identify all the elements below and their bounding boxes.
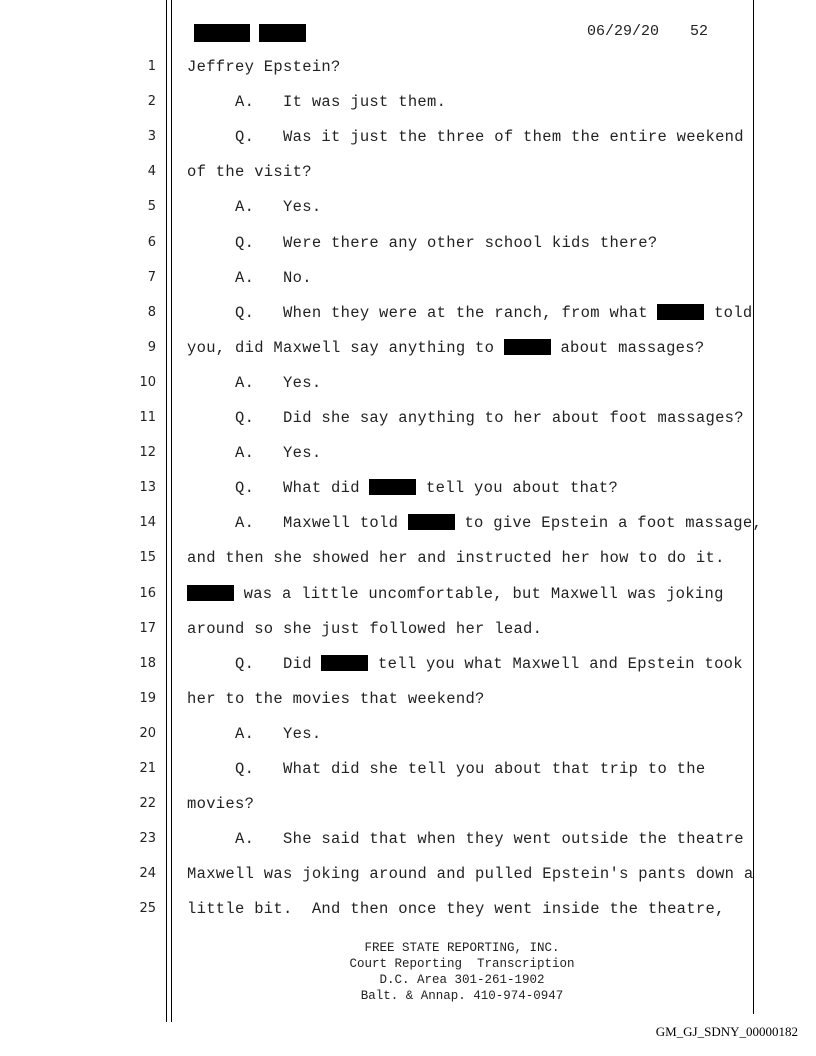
line-number: 11 <box>139 410 156 425</box>
transcript-line <box>187 620 542 638</box>
line-number: 4 <box>147 164 156 180</box>
line-number: 6 <box>147 234 156 250</box>
footer-services: Court Reporting Transcription <box>349 957 575 971</box>
transcript-line <box>187 795 254 813</box>
line-text: A. Yes. <box>187 373 322 392</box>
transcript-line <box>187 198 321 216</box>
line-text: to give Epstein a foot massage, <box>454 514 763 533</box>
line-text: Q. Did <box>187 654 322 673</box>
transcript-line <box>187 830 744 848</box>
transcript-line <box>187 304 753 322</box>
line-text: Maxwell was joking around and pulled Epstein's pants down a <box>187 865 754 884</box>
line-text: Q. What did <box>187 479 370 498</box>
line-number: 5 <box>147 199 156 215</box>
right-margin-rule <box>753 0 754 1014</box>
left-margin-rule-inner <box>171 0 172 1022</box>
line-text: tell you about that? <box>416 479 619 498</box>
line-text: you, did Maxwell say anything to <box>187 338 504 357</box>
header-date: 06/29/20 <box>587 23 660 40</box>
line-text: of the visit? <box>187 163 312 182</box>
line-number: 10 <box>139 374 156 390</box>
line-number: 20 <box>139 725 156 741</box>
line-text: Jeffrey Epstein? <box>187 58 341 76</box>
transcript-line <box>187 514 762 532</box>
transcript-line <box>187 339 704 357</box>
redaction-box <box>657 304 704 320</box>
transcript-line <box>187 163 312 181</box>
line-number: 7 <box>147 269 156 285</box>
transcript-line <box>187 128 744 146</box>
line-text: A. No. <box>187 268 312 287</box>
bates-number: GM_GJ_SDNY_00000182 <box>655 1024 798 1039</box>
transcript-line <box>187 93 446 111</box>
reporter-footer <box>0 940 816 1004</box>
line-text: tell you what Maxwell and Epstein took <box>368 654 743 673</box>
transcript-line <box>187 865 754 883</box>
line-number: 21 <box>139 761 156 776</box>
redaction-box <box>187 585 234 601</box>
line-number: 19 <box>139 690 156 706</box>
redaction-box <box>369 479 416 495</box>
line-text: told <box>704 303 753 322</box>
transcript-line <box>187 585 724 603</box>
line-text: and then she showed her and instructed her how to do it. <box>187 549 725 568</box>
transcript-line <box>187 58 341 76</box>
transcript-line <box>187 269 312 287</box>
line-text: around so she just followed her lead. <box>187 619 543 638</box>
transcript-line <box>187 444 321 462</box>
line-text: her to the movies that weekend? <box>187 689 485 708</box>
line-text: Q. When they were at the ranch, from what <box>187 303 658 322</box>
transcript-line <box>187 409 744 427</box>
line-text: A. It was just them. <box>187 93 447 112</box>
line-text: was a little uncomfortable, but Maxwell was joking <box>234 584 724 603</box>
line-number: 2 <box>147 94 156 110</box>
redaction-box <box>194 24 250 42</box>
transcript-line <box>187 234 657 252</box>
transcript-line <box>187 760 705 778</box>
line-number: 24 <box>139 866 156 882</box>
line-number: 13 <box>139 480 156 496</box>
line-number: 15 <box>139 550 156 566</box>
line-number: 17 <box>139 620 156 636</box>
line-number: 1 <box>147 59 156 74</box>
line-text: Q. Was it just the three of them the entire weekend <box>187 128 744 147</box>
line-text: A. Yes. <box>187 724 322 743</box>
footer-balt-phone: Balt. & Annap. 410-974-0947 <box>360 989 564 1003</box>
line-text: Q. What did she tell you about that trip to the <box>187 760 706 778</box>
redaction-box <box>504 339 551 355</box>
line-text: Q. Were there any other school kids there? <box>187 233 658 252</box>
line-text: A. Maxwell told <box>187 514 408 533</box>
transcript-line <box>187 690 485 708</box>
footer-dc-phone: D.C. Area 301-261-1902 <box>379 973 545 987</box>
line-number: 18 <box>139 655 156 671</box>
line-number: 3 <box>147 129 156 145</box>
line-text: about massages? <box>550 338 705 357</box>
line-text: A. Yes. <box>187 198 322 217</box>
transcript-line <box>187 479 618 497</box>
line-number: 14 <box>139 515 156 531</box>
line-number: 22 <box>139 796 156 812</box>
line-text: movies? <box>187 795 255 814</box>
line-number: 23 <box>139 831 156 847</box>
line-number: 8 <box>147 304 156 320</box>
redaction-box <box>259 24 306 42</box>
redaction-box <box>321 655 368 671</box>
redaction-box <box>408 514 455 530</box>
line-text: A. She said that when they went outside the theatre <box>187 830 744 849</box>
transcript-line <box>187 549 725 567</box>
line-number: 25 <box>139 901 156 917</box>
transcript-line <box>187 655 743 673</box>
line-number: 12 <box>139 445 156 461</box>
line-text: little bit. And then once they went inside the theatre, <box>187 900 725 919</box>
transcript-line <box>187 725 321 743</box>
line-number: 9 <box>147 339 156 355</box>
header-page-number: 52 <box>690 23 709 40</box>
transcript-line <box>187 900 725 918</box>
line-text: Q. Did she say anything to her about foot massages? <box>187 409 744 427</box>
line-text: A. Yes. <box>187 444 322 463</box>
left-margin-rule-outer <box>166 0 167 1022</box>
transcript-line <box>187 374 321 392</box>
footer-company: FREE STATE REPORTING, INC. <box>364 941 560 955</box>
line-number: 16 <box>139 585 156 601</box>
